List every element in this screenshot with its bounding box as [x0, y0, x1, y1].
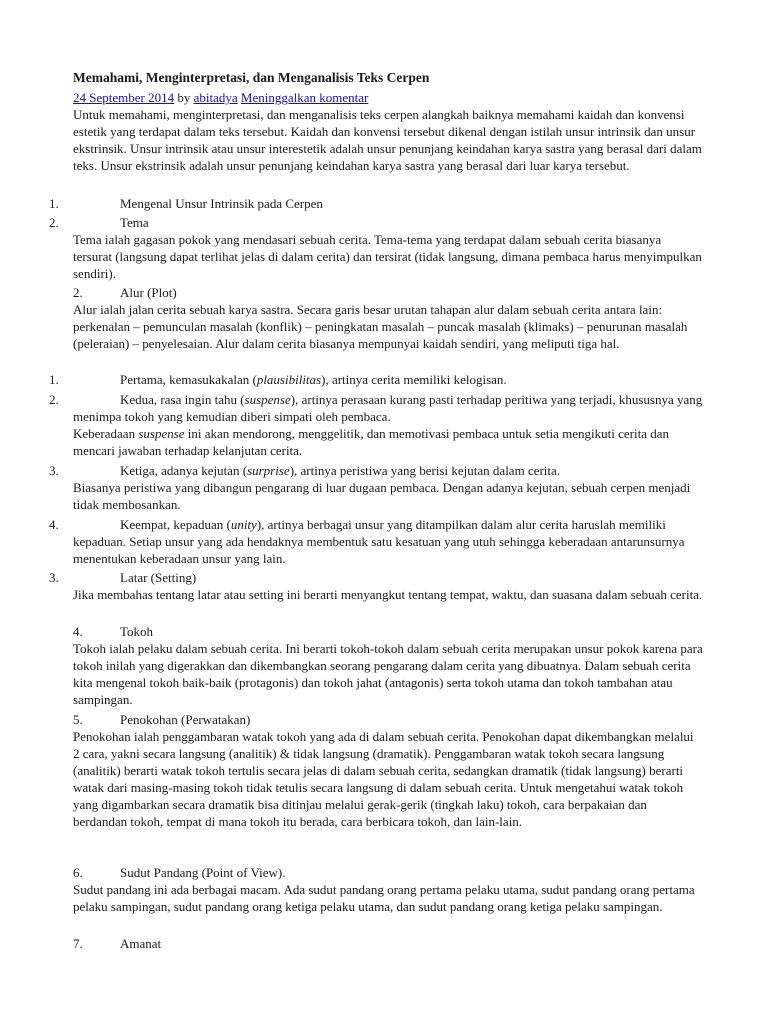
alur-paragraph: Alur ialah jalan cerita sebuah karya sastra. Secara garis besar urutan tahapan alur dalam sebuah cerita antara lain: perkenalan – pemunculan masalah (konflik) – peningkatan masalah – puncak masalah (klimaks) – penurunan masalah (peleraian) – penyelesaian. Alur dalam cerita biasanya mempunyai kaidah sendiri, yang meliputi tiga hal. [73, 302, 688, 351]
article-title: Memahami, Menginterpretasi, dan Menganalisis Teks Cerpen [73, 70, 430, 85]
list-number: 2. [73, 285, 83, 300]
list-number: 6. [73, 865, 83, 880]
article-meta [73, 89, 703, 106]
list-number: 5. [73, 712, 83, 727]
list-number: 3. [49, 463, 59, 478]
author-link[interactable]: abitadya [193, 90, 238, 105]
list-item: Pertama, kemasukakalan (plausibilitas), artinya cerita memiliki kelogisan. [120, 372, 507, 387]
list-number: 1. [49, 372, 59, 387]
section-heading: Alur (Plot) [120, 285, 177, 300]
section-heading: Tema [120, 215, 149, 230]
section-heading: Sudut Pandang (Point of View). [120, 865, 286, 880]
intro-paragraph: Untuk memahami, menginterpretasi, dan menganalisis teks cerpen alangkah baiknya memahami kaidah dan konvensi estetik yang terdapat dalam teks tersebut. Kaidah dan konvensi tersebut dikenal dengan istilah unsur intrinsik dan unsur ekstrinsik. Unsur intrinsik atau unsur interestetik adalah unsur penunjang keindahan karya sastra yang berasal dari dalam teks. Unsur ekstrinsik adalah unsur penunjang keindahan karya sastra yang berasal dari luar karya tersebut. [73, 107, 702, 173]
tokoh-paragraph: Tokoh ialah pelaku dalam sebuah cerita. Ini berarti tokoh-tokoh dalam sebuah cerita merupakan unsur pokok karena para tokoh inilah yang digerakkan dan dikembangkan seorang pengarang dalam cerita yang dibuatnya. Dalam sebuah cerita kita mengenal tokoh baik-baik (protagonis) dan tokoh jahat (antagonis) serta tokoh utama dan tokoh tambahan atau sampingan. [73, 641, 703, 707]
kejutan-note: Biasanya peristiwa yang dibangun pengarang di luar dugaan pembaca. Dengan adanya kejutan, sebuah cerpen menjadi tidak membosankan. [73, 480, 691, 512]
list-number: 1. [49, 196, 59, 211]
list-number: 4. [49, 517, 59, 532]
list-number: 2. [49, 392, 59, 407]
list-item: Keempat, kepaduan (unity), artinya berbagai unsur yang ditampilkan dalam alur cerita haruslah memiliki kepaduan. Setiap unsur yang ada hendaknya membentuk satu kesatuan yang utuh sehingga keberadaan antarunsurnya menentukan keberadaan unsur yang lain. [73, 517, 685, 566]
suspense-note: Keberadaan suspense ini akan mendorong, menggelitik, dan memotivasi pembaca untuk setia mengikuti cerita dan mencari jawaban terhadap kelanjutan cerita. [73, 426, 670, 458]
latar-paragraph: Jika membahas tentang latar atau setting ini berarti menyangkut tentang tempat, waktu, dan suasana dalam sebuah cerita. [73, 587, 703, 602]
list-number: 2. [49, 215, 59, 230]
penokohan-paragraph: Penokohan ialah penggambaran watak tokoh yang ada di dalam sebuah cerita. Penokohan dapat dikembangkan melalui 2 cara, yakni secara langsung (analitik) & tidak langsung (dramatik). Penggambaran watak tokoh secara langsung (analitik) berarti watak tokoh tertulis secara jelas di dalam sebuah cerita, sedangkan dramatik (tidak langsung) berarti watak dari masing-masing tokoh tidak tetulis secara langsung di dalam sebuah cerita. Untuk mengetahui watak tokoh yang digambarkan secara dramatik bisa ditinjau melalui gerak-gerik (tingkah laku) tokoh, cara berpakaian dan berdandan tokoh, tempat di mana tokoh itu berada, cara berbicara tokoh, dan lain-lain. [73, 729, 694, 829]
section-heading: Penokohan (Perwatakan) [120, 712, 251, 727]
section-heading: Latar (Setting) [120, 570, 197, 585]
list-item: Ketiga, adanya kejutan (surprise), artinya peristiwa yang berisi kejutan dalam cerita. [120, 463, 561, 478]
list-number: 4. [73, 624, 83, 639]
by-label: by [177, 90, 191, 105]
tema-paragraph: Tema ialah gagasan pokok yang mendasari sebuah cerita. Tema-tema yang terdapat dalam sebuah cerita biasanya tersurat (langsung dapat terlihat jelas di dalam cerita) dan tersirat (tidak langsung, dimana pembaca harus menyimpulkan sendiri). [73, 232, 702, 281]
sudut-paragraph: Sudut pandang ini ada berbagai macam. Ada sudut pandang orang pertama pelaku utama, sudut pandang orang pertama pelaku sampingan, sudut pandang orang ketiga pelaku utama, dan sudut pandang orang ketiga pelaku sampingan. [73, 882, 695, 914]
section-heading: Mengenal Unsur Intrinsik pada Cerpen [120, 196, 323, 211]
section-heading: Amanat [120, 936, 162, 951]
list-number: 7. [73, 936, 83, 951]
list-number: 3. [49, 570, 59, 585]
comment-link[interactable]: Meninggalkan komentar [240, 90, 369, 105]
list-item: Kedua, rasa ingin tahu (suspense), artinya perasaan kurang pasti terhadap peritiwa yang terjadi, khususnya yang menimpa tokoh yang kemudian diberi simpati oleh pembaca. [73, 392, 703, 424]
date-link[interactable]: 24 September 2014 [73, 90, 175, 105]
section-heading: Tokoh [120, 624, 154, 639]
